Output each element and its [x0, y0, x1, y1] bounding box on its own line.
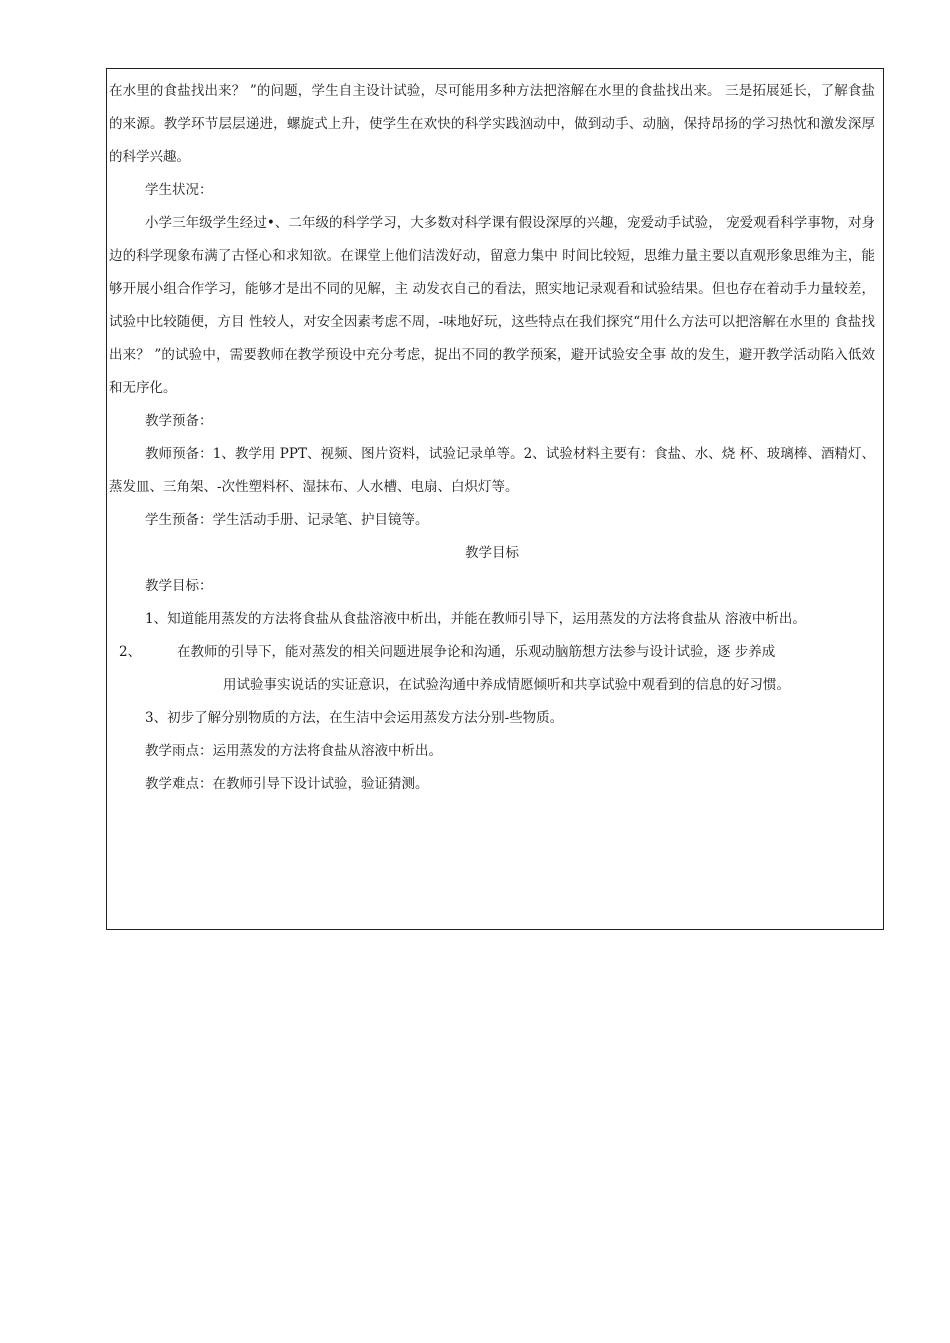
lesson-plan-table-cell: [106, 68, 884, 930]
goal-1: 1、知道能用蒸发的方法将食盐从食盐溶液中析出，并能在教师引导下，运用蒸发的方法将食盐从 溶液中析出。: [145, 611, 806, 627]
student-status-paragraph: 小学三年级学生经过•、二年级的科学学习，大多数对科学课有假设深厚的兴趣，宠爱动手试验， 宠爱观看科学事物，对身边的科学现象布满了古怪心和求知欲。在课堂上他们洁泼好动，留意力集中 时间比较短，思维力量主要以直观形象思维为主，能够开展小组合作学习，能够才是出不同的见解，主 动发衣自己的看法，照实地记录观看和试验结果。但也存在着动手力量较差，试验中比较随便，方目 性较人，对安全因素考虑不周，-味地好玩，这些特点在我们探究“用什么方法可以把溶解在水里的 食盐找出来？ ”的试验中，需要教师在教学预设中充分考虑，捉出不同的教学预案，避开试验安全事 故的发生，避开教学活动陷入低效和无序化。: [109, 215, 875, 396]
student-status-heading: 学生状况：: [145, 182, 213, 198]
goal-2-line-2: 用试验事实说话的实证意识，在试验沟通中养成情愿倾听和共享试验中观看到的信息的好习惯。: [223, 677, 790, 693]
student-prep-paragraph: 学生预备：学生活动手册、记录笔、护目镜等。: [145, 512, 429, 528]
design-intro-paragraph: 在水里的食盐找出来？ ”的问题，学生自主设计试验，尽可能用多种方法把溶解在水里的食盐找出来。 三是拓展延长，了解食盐的来源。教学环节层层递进，螺旋式上升，使学生在欢快的科学实践汹动中，做到动手、动脑，保持昂扬的学习热忱和激发深厚的科学兴趣。: [109, 83, 875, 165]
key-point: 教学雨点：运用蒸发的方法将食盐从溶液中析出。: [145, 743, 442, 759]
goal-3: 3、初步了解分别物质的方法，在生洁中会运用蒸发方法分别-些物质。: [145, 710, 564, 726]
goals-heading: 教学目标：: [145, 578, 213, 594]
goal-2-line-1: 在教师的引导下，能对蒸发的相关问题进展争论和沟通，乐观动脑筋想方法参与设计试验，逐 步养成: [177, 644, 776, 660]
goals-section-title: 教学目标: [465, 545, 519, 561]
teacher-prep-paragraph: 教师预备：1、教学用 PPT、视频、图片资料，试验记录单等。2、试验材料主要有：食盐、水、烧 杯、玻璃棒、酒精灯、蒸发皿、三角架、-次性塑料杯、湿抹布、人水槽、电扇、白炽灯等。: [109, 446, 875, 495]
teaching-prep-heading: 教学预备：: [145, 413, 213, 429]
goal-2: [107, 636, 883, 702]
lesson-plan-content: [107, 75, 883, 801]
goal-2-number: 2、: [119, 644, 142, 660]
difficulty-point: 教学难点：在教师引导下设计试验，验证猜测。: [145, 776, 429, 792]
